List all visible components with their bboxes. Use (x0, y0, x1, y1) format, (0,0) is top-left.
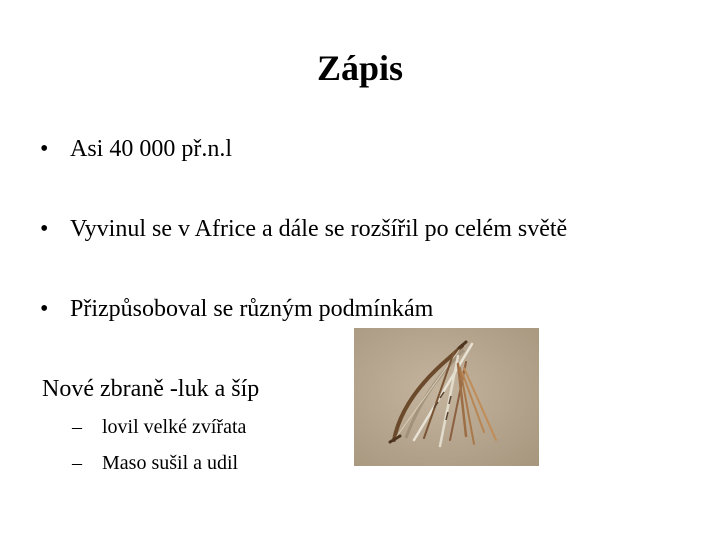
sub-item (72, 414, 246, 440)
slide-title: Zápis (316, 48, 404, 88)
bullet-text: Asi 40 000 př.n.l (70, 136, 232, 162)
sub-dash: – (72, 452, 82, 474)
bullet-item (40, 134, 232, 164)
sub-dash: – (72, 416, 82, 438)
bow-and-arrows-photo (354, 328, 539, 466)
sub-text: Maso sušil a udil (102, 452, 239, 474)
weapons-heading: Nové zbraně -luk a šíp (42, 376, 260, 402)
sub-item (72, 450, 238, 476)
bullet-item (40, 214, 567, 244)
bullet-text: Přizpůsoboval se různým podmínkám (70, 296, 434, 322)
bow-and-arrows-image (354, 328, 539, 466)
sub-text: lovil velké zvířata (102, 416, 247, 438)
bullet-item (40, 294, 433, 324)
bullet-dot: • (40, 296, 49, 322)
bullet-dot: • (40, 216, 49, 242)
bullet-text: Vyvinul se v Africe a dále se rozšířil po celém světě (70, 216, 568, 242)
bullet-dot: • (40, 136, 49, 162)
